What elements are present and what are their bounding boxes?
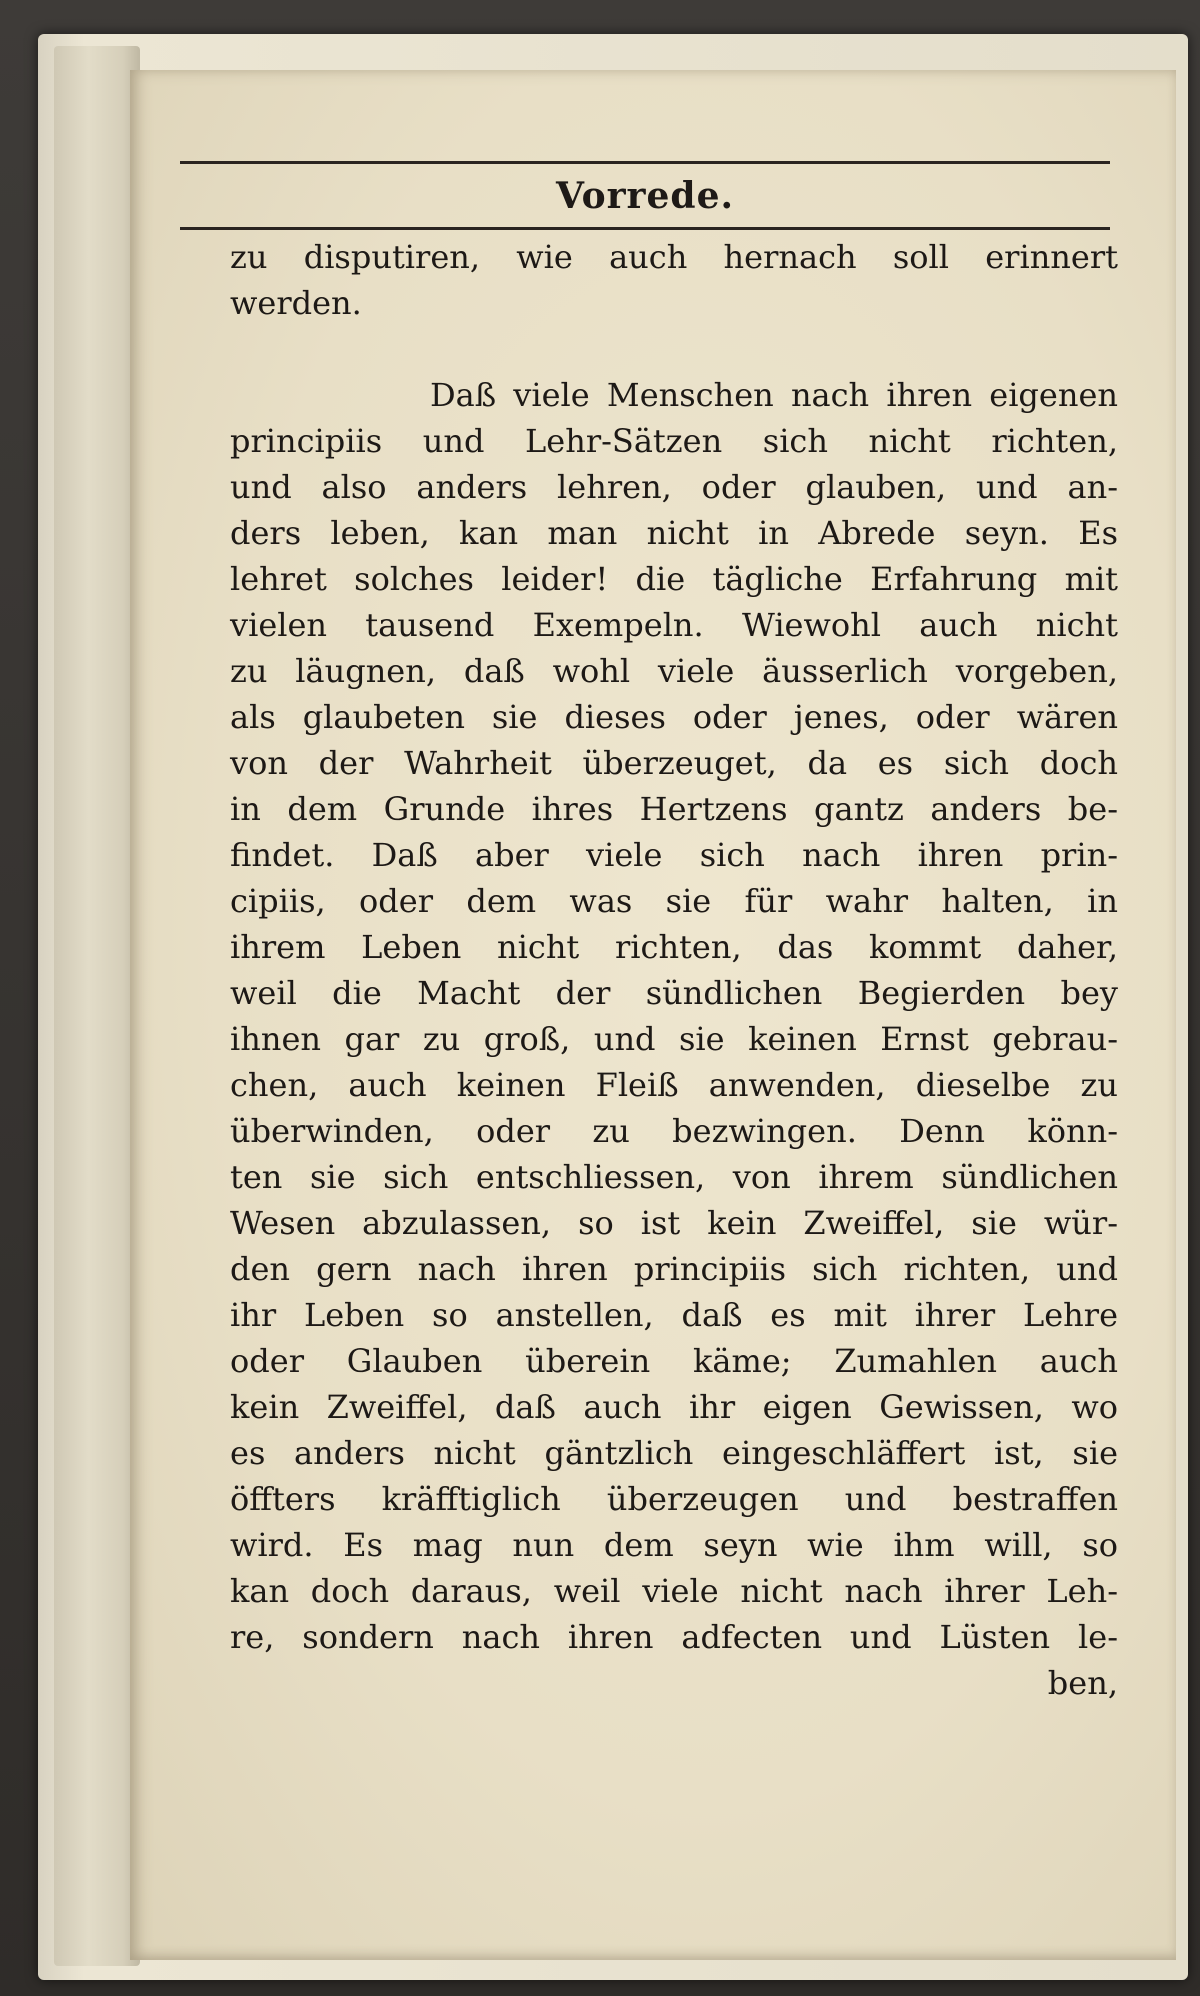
- text-line: ihr Leben so anstellen, daß es mit ihrer Lehre: [230, 1296, 1118, 1334]
- text-line: ihrem Leben nicht richten, das kommt daher,: [230, 928, 1118, 966]
- text-line: von der Wahrheit überzeuget, da es sich doch: [230, 744, 1118, 782]
- text-line: öffters kräfftiglich überzeugen und bestraffen: [230, 1480, 1118, 1518]
- text-line: es anders nicht gäntzlich eingeschläffert ist, sie: [230, 1434, 1118, 1472]
- catchword: ben,: [1047, 1664, 1118, 1702]
- text-line: vielen tausend Exempeln. Wiewohl auch nicht: [230, 606, 1118, 644]
- text-line: cipiis, oder dem was sie für wahr halten, in: [230, 882, 1118, 920]
- running-head: Vorrede.: [555, 175, 735, 217]
- text-line: zu disputiren, wie auch hernach soll erinnert: [230, 238, 1118, 276]
- text-line: zu läugnen, daß wohl viele äusserlich vorgeben,: [230, 652, 1118, 690]
- text-line: chen, auch keinen Fleiß anwenden, dieselbe zu: [230, 1066, 1118, 1104]
- text-line: re, sondern nach ihren adfecten und Lüsten le-: [230, 1618, 1118, 1656]
- text-line: wird. Es mag nun dem seyn wie ihm will, so: [230, 1526, 1118, 1564]
- book-gutter: [54, 46, 140, 1966]
- paragraph-gap: [310, 326, 1118, 372]
- text-line: Daß viele Menschen nach ihren eigenen: [430, 376, 1118, 414]
- text-line: ten sie sich entschliessen, von ihrem sündlichen: [230, 1158, 1118, 1196]
- text-line: lehret solches leider! die tägliche Erfahrung mit: [230, 560, 1118, 598]
- text-line: ihnen gar zu groß, und sie keinen Ernst gebrau-: [230, 1020, 1118, 1058]
- text-line: Wesen abzulassen, so ist kein Zweiffel, sie wür-: [230, 1204, 1118, 1242]
- text-line: in dem Grunde ihres Hertzens gantz anders be-: [230, 790, 1118, 828]
- header-rule-top: [180, 161, 1110, 164]
- text-line: principiis und Lehr-Sätzen sich nicht richten,: [230, 422, 1118, 460]
- text-line: kan doch daraus, weil viele nicht nach ihrer Leh-: [230, 1572, 1118, 1610]
- text-line: kein Zweiffel, daß auch ihr eigen Gewissen, wo: [230, 1388, 1118, 1426]
- text-line: den gern nach ihren principiis sich richten, und: [230, 1250, 1118, 1288]
- text-line: ders leben, kan man nicht in Abrede seyn. Es: [230, 514, 1118, 552]
- text-line: als glaubeten sie dieses oder jenes, oder wären: [230, 698, 1118, 736]
- body-text: [230, 234, 1118, 1706]
- text-line: und also anders lehren, oder glauben, und an-: [230, 468, 1118, 506]
- text-line: überwinden, oder zu bezwingen. Denn könn-: [230, 1112, 1118, 1150]
- text-line: werden.: [230, 284, 362, 322]
- text-line: findet. Daß aber viele sich nach ihren prin-: [230, 836, 1118, 874]
- text-line: weil die Macht der sündlichen Begierden bey: [230, 974, 1118, 1012]
- header-rule-bottom: [180, 227, 1110, 230]
- text-line: oder Glauben überein käme; Zumahlen auch: [230, 1342, 1118, 1380]
